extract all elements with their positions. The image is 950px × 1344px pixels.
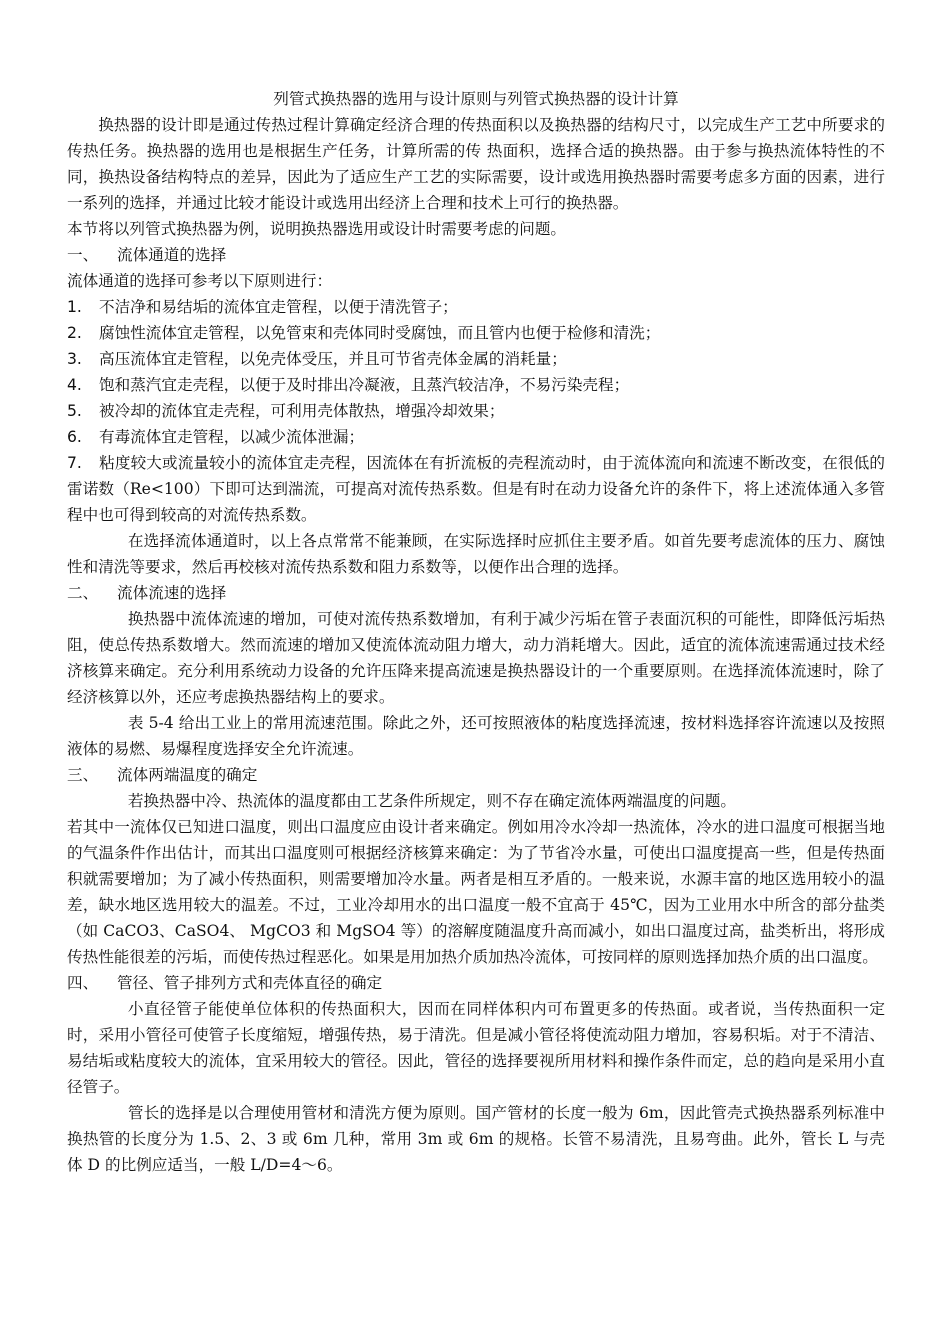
list-item	[67, 424, 885, 450]
list-item-number: 2.	[67, 324, 82, 342]
list-item	[67, 450, 885, 528]
list-item-number: 3.	[67, 350, 82, 368]
list-item-text: 腐蚀性流体宜走管程，以免管束和壳体同时受腐蚀，而且管内也便于检修和清洗；	[99, 324, 661, 342]
section-4-paragraph-2: 管长的选择是以合理使用管材和清洗方便为原则。国产管材的长度一般为 6m，因此管壳式换热器系列标准中换热管的长度分为 1.5、2、3 或 6m 几种，常用 3m 或 6m 的规格。长管不易清洗，且易弯曲。此外，管长 L 与壳体 D 的比例应适当，一般 L/D=4～6。	[67, 1104, 885, 1174]
section-2-heading	[67, 580, 885, 606]
list-item-number: 7.	[67, 454, 82, 472]
list-item-text: 高压流体宜走管程，以免壳体受压，并且可节省壳体金属的消耗量；	[99, 350, 567, 368]
intro-paragraph-2: 本节将以列管式换热器为例，说明换热器选用或设计时需要考虑的问题。	[67, 220, 567, 238]
list-item-text: 有毒流体宜走管程，以减少流体泄漏；	[99, 428, 365, 446]
section-4-paragraph-1: 小直径管子能使单位体积的传热面积大，因而在同样体积内可布置更多的传热面。或者说，当传热面积一定时，采用小管径可使管子长度缩短，增强传热，易于清洗。但是减小管径将使流动阻力增加，容易积垢。对于不清洁、易结垢或粘度较大的流体，宜采用较大的管径。因此，管径的选择要视所用材料和操作条件而定，总的趋向是采用小直径管子。	[67, 1000, 885, 1096]
section-3-paragraph-1: 若换热器中冷、热流体的温度都由工艺条件所规定，则不存在确定流体两端温度的问题。	[127, 792, 736, 810]
document-page	[67, 86, 885, 1178]
list-item	[67, 346, 885, 372]
section-1-lead: 流体通道的选择可参考以下原则进行：	[67, 272, 333, 290]
section-2-paragraph-1: 换热器中流体流速的增加，可使对流传热系数增加，有利于减少污垢在管子表面沉积的可能性，即降低污垢热阻，使总传热系数增大。然而流速的增加又使流体流动阻力增大，动力消耗增大。因此，适宜的流体流速需通过技术经济核算来确定。充分利用系统动力设备的允许压降来提高流速是换热器设计的一个重要原则。在选择流体流速时，除了经济核算以外，还应考虑换热器结构上的要求。	[67, 610, 885, 706]
section-3-paragraph-2: 若其中一流体仅已知进口温度，则出口温度应由设计者来确定。例如用冷水冷却一热流体，冷水的进口温度可根据当地的气温条件作出估计，而其出口温度则可根据经济核算来确定：为了节省冷水量，可使出口温度提高一些，但是传热面积就需要增加；为了减小传热面积，则需要增加冷水量。两者是相互矛盾的。一般来说，水源丰富的地区选用较小的温差，缺水地区选用较大的温差。不过，工业冷却用水的出口温度一般不宜高于 45℃，因为工业用水中所含的部分盐类（如 CaCO3、CaSO4、 MgCO3 和 MgSO4 等）的溶解度随温度升高而减小，如出口温度过高，盐类析出，将形成传热性能很差的污垢，而使传热过程恶化。如果是用加热介质加热冷流体，可按同样的原则选择加热介质的出口温度。	[67, 818, 885, 966]
section-3-number: 三、	[67, 766, 99, 784]
section-1-number: 一、	[67, 246, 99, 264]
list-item	[67, 372, 885, 398]
section-2-number: 二、	[67, 584, 99, 602]
doc-title: 列管式换热器的选用与设计原则与列管式换热器的设计计算	[273, 90, 679, 108]
section-2-paragraph-2: 表 5-4 给出工业上的常用流速范围。除此之外，还可按照液体的粘度选择流速，按材料选择容许流速以及按照液体的易燃、易爆程度选择安全允许流速。	[67, 714, 885, 758]
section-3-title: 流体两端温度的确定	[117, 766, 258, 784]
list-item	[67, 398, 885, 424]
section-3-heading	[67, 762, 885, 788]
list-item	[67, 320, 885, 346]
section-1-title: 流体通道的选择	[117, 246, 227, 264]
list-item-text: 不洁净和易结垢的流体宜走管程，以便于清洗管子；	[99, 298, 458, 316]
intro-paragraph: 换热器的设计即是通过传热过程计算确定经济合理的传热面积以及换热器的结构尺寸，以完成生产工艺中所要求的传热任务。换热器的选用也是根据生产任务，计算所需的传 热面积，选择合适的换热器。由于参与换热流体特性的不同，换热设备结构特点的差异，因此为了适应生产工艺的实际需要，设计或选用换热器时需要考虑多方面的因素，进行一系列的选择，并通过比较才能设计或选用出经济上合理和技术上可行的换热器。	[67, 116, 885, 212]
list-item-text: 饱和蒸汽宜走壳程，以便于及时排出冷凝液，且蒸汽较洁净，不易污染壳程；	[99, 376, 630, 394]
section-4-number: 四、	[67, 974, 99, 992]
section-2-title: 流体流速的选择	[117, 584, 227, 602]
list-item-text: 粘度较大或流量较小的流体宜走壳程，因流体在有折流板的壳程流动时，由于流体流向和流速不断改变，在很低的雷诺数（Re<100）下即可达到湍流，可提高对流传热系数。但是有时在动力设备允许的条件下，将上述流体通入多管程中也可得到较高的对流传热系数。	[67, 454, 885, 524]
section-1-paragraph: 在选择流体通道时，以上各点常常不能兼顾，在实际选择时应抓住主要矛盾。如首先要考虑流体的压力、腐蚀性和清洗等要求，然后再校核对流传热系数和阻力系数等，以便作出合理的选择。	[67, 532, 885, 576]
list-item-text: 被冷却的流体宜走壳程，可利用壳体散热，增强冷却效果；	[99, 402, 505, 420]
list-item	[67, 294, 885, 320]
list-item-number: 6.	[67, 428, 82, 446]
section-4-heading	[67, 970, 885, 996]
list-item-number: 4.	[67, 376, 82, 394]
section-1-heading	[67, 242, 885, 268]
list-item-number: 5.	[67, 402, 82, 420]
section-4-title: 管径、管子排列方式和壳体直径的确定	[117, 974, 383, 992]
list-item-number: 1.	[67, 298, 82, 316]
